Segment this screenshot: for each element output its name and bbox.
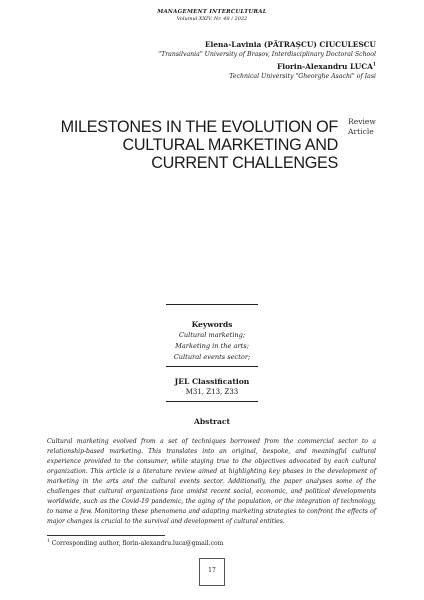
keywords-heading: Keywords xyxy=(191,320,233,329)
footnote-text: Corresponding author, florin-alexandru.luca@gmail.com xyxy=(49,540,224,547)
author-2 xyxy=(76,62,376,71)
page-number: 17 xyxy=(208,567,216,574)
jel-heading: JEL Classification xyxy=(174,377,250,386)
author-1-affiliation: "Transilvania" University of Brașov, Interdisciplinary Doctoral School xyxy=(158,51,376,58)
abstract-heading: Abstract xyxy=(193,417,231,426)
author-1-name: Elena-Lavinia (PĂTRAȘCU) CIUCULESCU xyxy=(204,40,376,49)
article-type-line-1: Review xyxy=(348,117,376,126)
author-2-footnote-marker: 1 xyxy=(372,62,376,68)
keywords-bottom-rule xyxy=(166,366,258,367)
jel-codes: M31, Z13, Z33 xyxy=(185,388,239,396)
keyword-item: Cultural marketing; xyxy=(178,331,246,339)
footnote xyxy=(47,540,377,547)
keywords-top-rule xyxy=(166,304,258,305)
footnote-rule xyxy=(47,535,165,536)
article-type-line-2: Article xyxy=(348,127,374,136)
article-title-line-3: CURRENT CHALLENGES xyxy=(151,154,338,172)
keyword-item: Cultural events sector; xyxy=(173,353,251,361)
author-2-name: Florin-Alexandru LUCA xyxy=(277,62,373,71)
footnote-marker: 1 xyxy=(47,539,50,544)
abstract-body: Cultural marketing evolved from a set of techniques borrowed from the commercial sector to a relationship-based marketing. This translates into an original, bespoke, and meaningful cultural experience provided to the consumer, while staying true to the objectives advocated by each cultural organization. This article is a literature review aimed at highlighting key phases in the development of marketing in the arts and the cultural events sector. Additionally, the paper analyses some of the challenges that cultural organizations face amidst recent social, economic, and political developments worldwide, such as the Covid-19 pandemic, the aging of the population, or the integration of technology, to name a few. Monitoring these phenomena and adapting marketing strategies to confront the effects of major changes is crucial to the survival and development of cultural entities. xyxy=(47,438,376,525)
journal-volume: Volumul XXIV, Nr. 48 / 2022 xyxy=(176,16,248,22)
article-title-line-2: CULTURAL MARKETING AND xyxy=(122,136,338,154)
journal-title: MANAGEMENT INTERCULTURAL xyxy=(157,9,267,15)
article-title-line-1: MILESTONES IN THE EVOLUTION OF xyxy=(60,118,338,136)
jel-bottom-rule xyxy=(166,401,258,402)
author-2-affiliation: Technical University "Gheorghe Asachi" of Iasi xyxy=(229,73,376,80)
keyword-item: Marketing in the arts; xyxy=(175,342,249,350)
